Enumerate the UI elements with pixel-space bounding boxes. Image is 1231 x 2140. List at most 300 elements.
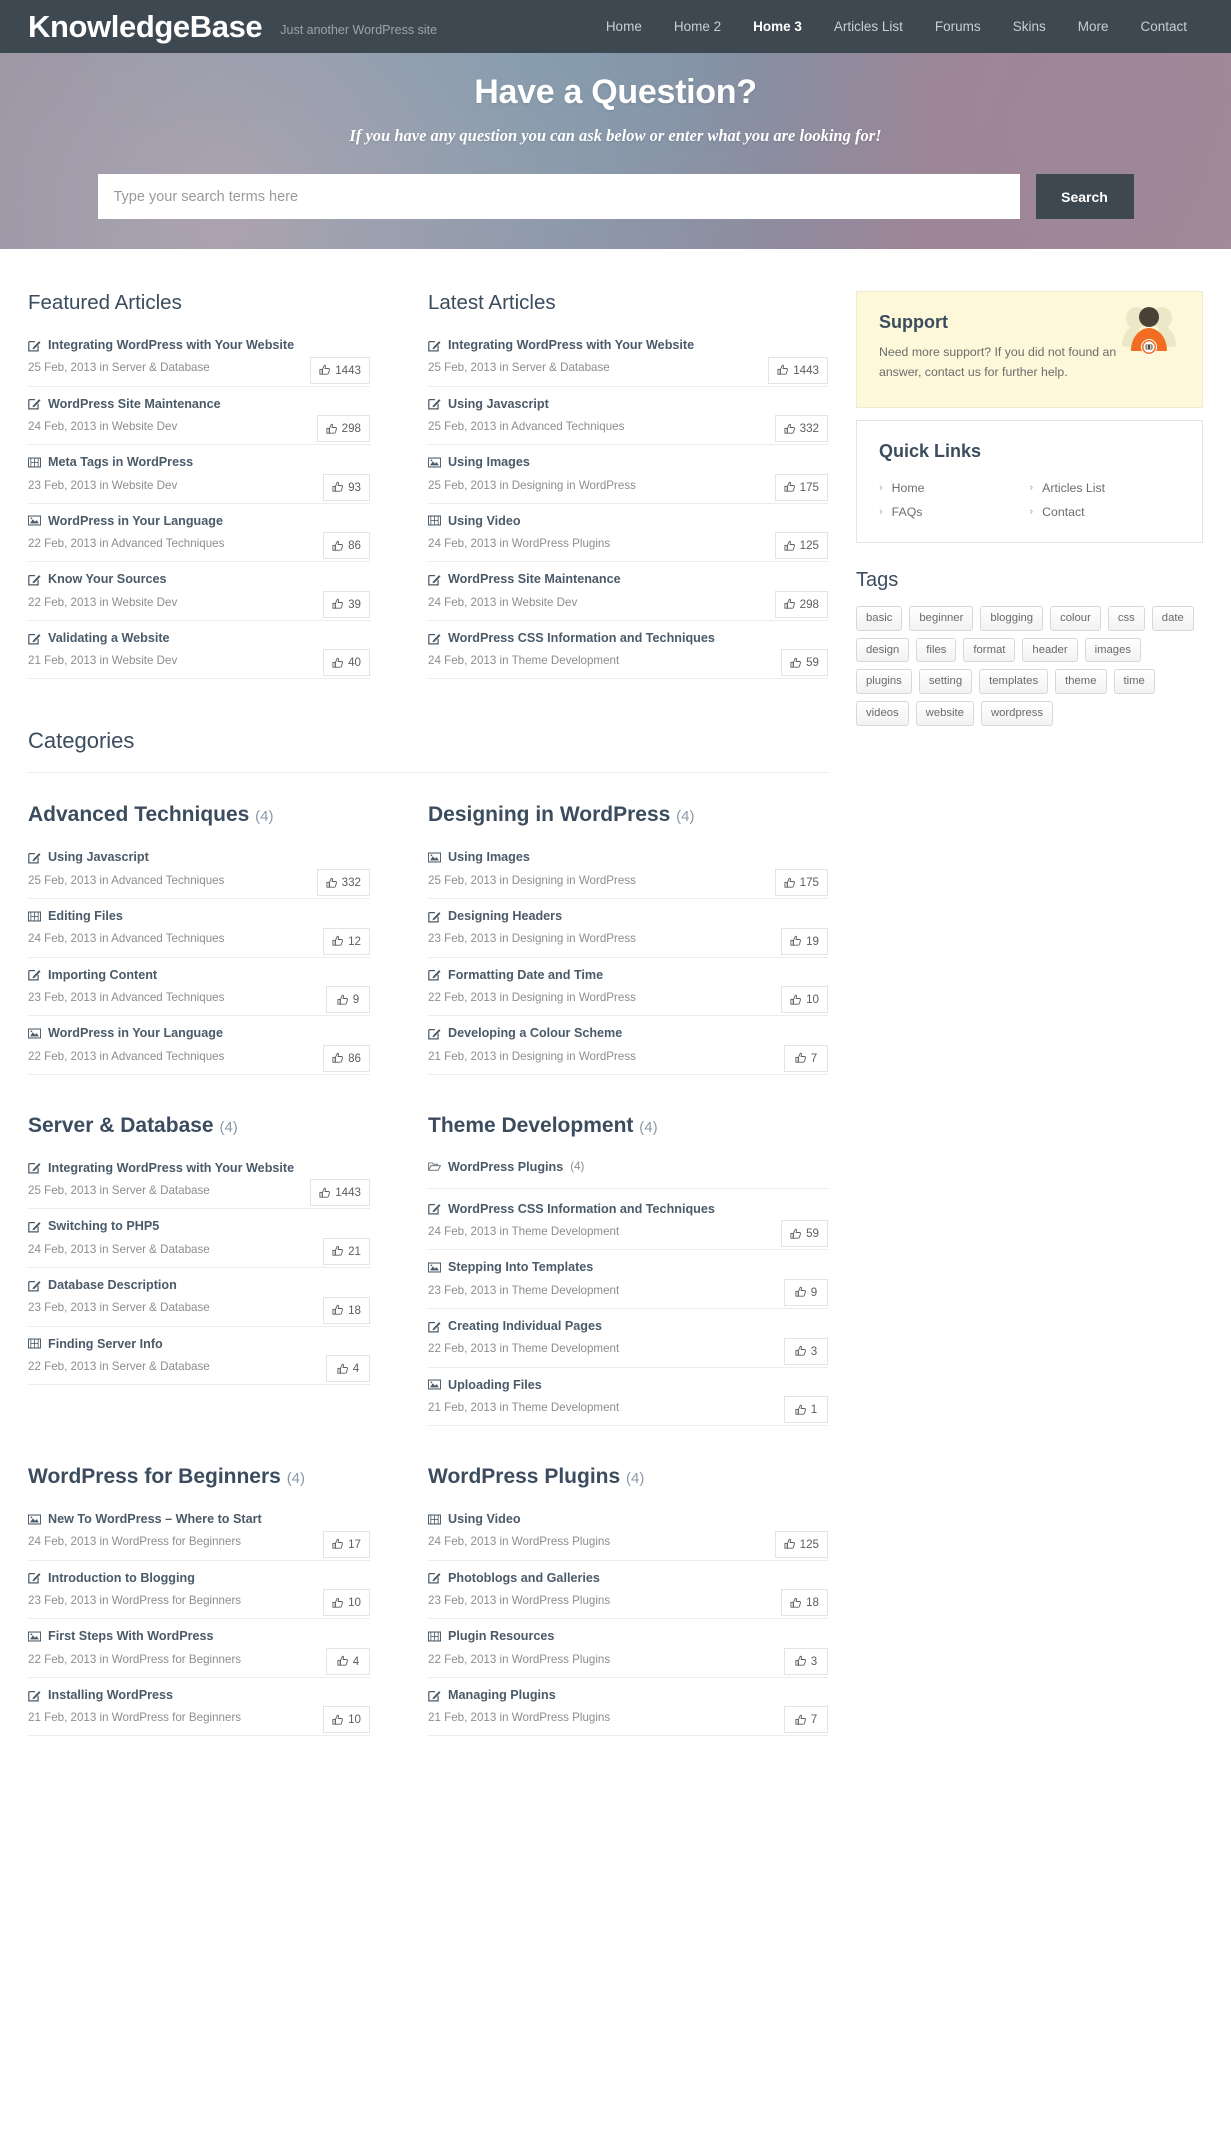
subcategory-item[interactable] <box>428 1160 828 1189</box>
latest-articles-title: Latest Articles <box>428 291 556 314</box>
article-item[interactable] <box>28 1277 370 1327</box>
article-title-row[interactable] <box>428 967 828 983</box>
article-title-row[interactable] <box>428 1025 828 1041</box>
chevron-right-icon: › <box>879 505 883 518</box>
article-title: WordPress CSS Information and Techniques <box>448 630 715 645</box>
image-icon <box>28 1027 41 1040</box>
article-meta: 21 Feb, 2013 in Designing in WordPress <box>428 1049 636 1063</box>
thumbs-up-icon <box>795 1714 807 1726</box>
article-item[interactable] <box>428 1259 828 1309</box>
tag-files[interactable]: files <box>916 638 956 663</box>
like-count-badge[interactable] <box>775 415 828 442</box>
site-tagline: Just another WordPress site <box>280 22 438 37</box>
thumbs-up-icon <box>332 1245 344 1257</box>
article-item[interactable] <box>28 454 370 504</box>
article-title: Know Your Sources <box>48 572 167 587</box>
article-title-row[interactable] <box>428 1377 828 1393</box>
like-count-badge[interactable] <box>781 928 828 955</box>
nav-item-contact[interactable]: Contact <box>1140 19 1187 34</box>
pencil-square-icon <box>28 1571 41 1584</box>
like-count: 125 <box>799 1537 819 1551</box>
article-item[interactable] <box>428 1318 828 1368</box>
article-item[interactable] <box>28 1025 370 1075</box>
like-count-badge[interactable] <box>323 1589 370 1616</box>
article-item[interactable] <box>28 337 370 387</box>
like-count: 12 <box>348 934 361 948</box>
thumbs-up-icon <box>332 598 344 610</box>
article-item[interactable] <box>428 630 828 680</box>
article-title: Introduction to Blogging <box>48 1570 195 1585</box>
article-title-row[interactable] <box>28 1218 370 1234</box>
pencil-square-icon <box>28 339 41 352</box>
like-count-badge[interactable] <box>784 1279 828 1306</box>
article-meta: 24 Feb, 2013 in Theme Development <box>428 654 620 668</box>
like-count-badge[interactable] <box>310 1179 370 1206</box>
article-meta: 24 Feb, 2013 in Website Dev <box>28 419 178 433</box>
nav-item-home-2[interactable]: Home 2 <box>673 19 722 34</box>
article-title: Developing a Colour Scheme <box>448 1026 623 1041</box>
film-icon <box>28 1337 41 1350</box>
article-title: Editing Files <box>48 909 123 924</box>
article-meta: 23 Feb, 2013 in Theme Development <box>428 1283 620 1297</box>
thumbs-up-icon <box>790 994 802 1006</box>
article-title-row[interactable] <box>28 454 370 470</box>
tag-cloud <box>856 606 1203 727</box>
article-title: Finding Server Info <box>48 1336 163 1351</box>
like-count: 19 <box>806 934 819 948</box>
thumbs-up-icon <box>332 481 344 493</box>
thumbs-up-icon <box>777 364 789 376</box>
tag-header[interactable]: header <box>1022 638 1077 663</box>
image-icon <box>428 851 441 864</box>
chevron-right-icon: › <box>1029 481 1034 494</box>
article-meta: 22 Feb, 2013 in Server & Database <box>28 1359 210 1373</box>
site-logo[interactable]: KnowledgeBase <box>28 8 263 44</box>
article-item[interactable] <box>28 513 370 563</box>
quick-link-faqs[interactable] <box>879 500 1030 524</box>
like-count-badge[interactable] <box>775 532 828 559</box>
article-item[interactable] <box>28 630 370 680</box>
article-title-row[interactable] <box>428 1687 828 1703</box>
article-title: Importing Content <box>48 967 158 982</box>
article-meta: 22 Feb, 2013 in Advanced Techniques <box>28 537 225 551</box>
article-title-row[interactable] <box>28 1025 370 1041</box>
nav-item-skins[interactable]: Skins <box>1012 19 1046 34</box>
tag-format[interactable]: format <box>963 638 1015 663</box>
thumbs-up-icon <box>790 935 802 947</box>
like-count: 175 <box>799 876 819 890</box>
like-count-badge[interactable] <box>323 928 370 955</box>
article-item[interactable] <box>428 1687 828 1737</box>
article-title-row[interactable] <box>28 630 370 646</box>
article-title-row[interactable] <box>28 1277 370 1293</box>
like-count-badge[interactable] <box>768 357 828 384</box>
quick-link-home[interactable] <box>879 476 1030 500</box>
article-meta: 23 Feb, 2013 in WordPress for Beginners <box>28 1594 242 1608</box>
article-title-row[interactable] <box>28 396 370 412</box>
article-meta: 25 Feb, 2013 in Server & Database <box>428 361 610 375</box>
tag-plugins[interactable]: plugins <box>856 669 912 694</box>
search-button[interactable]: Search <box>1036 174 1134 219</box>
thumbs-up-icon <box>337 994 349 1006</box>
category-column <box>28 803 428 1083</box>
pencil-square-icon <box>28 573 41 586</box>
article-item[interactable] <box>28 849 370 899</box>
like-count: 9 <box>352 993 360 1007</box>
article-item[interactable] <box>428 849 828 899</box>
like-count-badge[interactable] <box>781 1589 828 1616</box>
article-item[interactable] <box>28 908 370 958</box>
subcategory-count: (4) <box>570 1160 585 1174</box>
like-count-badge[interactable] <box>323 1706 370 1733</box>
article-title-row[interactable] <box>28 1336 370 1352</box>
like-count: 18 <box>348 1303 361 1317</box>
article-title-row[interactable] <box>28 1687 370 1703</box>
article-meta: 24 Feb, 2013 in Advanced Techniques <box>28 932 225 946</box>
pencil-square-icon <box>428 1571 441 1584</box>
article-meta: 22 Feb, 2013 in Theme Development <box>428 1342 620 1356</box>
pencil-square-icon <box>28 968 41 981</box>
tag-beginner[interactable]: beginner <box>909 606 973 631</box>
like-count-badge[interactable] <box>784 1706 828 1733</box>
like-count: 86 <box>348 1051 361 1065</box>
article-title: Switching to PHP5 <box>48 1219 160 1234</box>
like-count: 175 <box>799 480 819 494</box>
thumbs-up-icon <box>337 1655 349 1667</box>
pencil-square-icon <box>428 1689 441 1702</box>
article-item[interactable] <box>28 1687 370 1737</box>
article-item[interactable] <box>428 1628 828 1678</box>
tag-templates[interactable]: templates <box>979 669 1048 694</box>
article-title: Using Javascript <box>448 396 549 411</box>
like-count-badge[interactable] <box>781 986 828 1013</box>
tag-blogging[interactable]: blogging <box>980 606 1043 631</box>
like-count-badge[interactable] <box>781 1220 828 1247</box>
article-meta: 24 Feb, 2013 in WordPress Plugins <box>428 1535 611 1549</box>
articles-columns <box>28 291 828 688</box>
like-count: 39 <box>348 597 361 611</box>
like-count-badge[interactable] <box>784 1396 828 1423</box>
like-count-badge[interactable] <box>326 1355 370 1382</box>
article-item[interactable] <box>428 1201 828 1251</box>
like-count-badge[interactable] <box>781 649 828 676</box>
like-count-badge[interactable] <box>326 1648 370 1675</box>
like-count-badge[interactable] <box>323 1045 370 1072</box>
thumbs-up-icon <box>332 1597 344 1609</box>
tag-basic[interactable]: basic <box>856 606 902 631</box>
article-item[interactable] <box>428 1377 828 1427</box>
article-title-row[interactable] <box>428 1201 828 1217</box>
article-item[interactable] <box>428 513 828 563</box>
featured-articles-title: Featured Articles <box>28 291 182 314</box>
like-count: 18 <box>806 1596 819 1610</box>
thumbs-up-icon <box>795 1052 807 1064</box>
support-widget <box>856 291 1203 408</box>
pencil-square-icon <box>28 851 41 864</box>
thumbs-up-icon <box>784 598 796 610</box>
article-meta: 22 Feb, 2013 in WordPress for Beginners <box>28 1652 242 1666</box>
category-row <box>28 1435 828 1745</box>
article-title: Uploading Files <box>448 1377 542 1392</box>
article-title: First Steps With WordPress <box>48 1629 214 1644</box>
article-item[interactable] <box>28 967 370 1017</box>
article-title-row[interactable] <box>28 849 370 865</box>
article-title-row[interactable] <box>28 1160 370 1176</box>
hero-title: Have a Question? <box>474 73 757 111</box>
like-count-badge[interactable] <box>323 1297 370 1324</box>
category-count: (4) <box>676 808 695 826</box>
tag-css[interactable]: css <box>1108 606 1145 631</box>
tag-colour[interactable]: colour <box>1050 606 1101 631</box>
article-meta: 21 Feb, 2013 in Theme Development <box>428 1400 620 1414</box>
article-item[interactable] <box>28 396 370 446</box>
article-title-row[interactable] <box>428 630 828 646</box>
thumbs-up-icon <box>332 1304 344 1316</box>
category-column <box>428 1465 828 1745</box>
article-title-row[interactable] <box>428 849 828 865</box>
main-navigation <box>590 13 1203 40</box>
like-count-badge[interactable] <box>784 1338 828 1365</box>
thumbs-up-icon <box>795 1286 807 1298</box>
article-item[interactable] <box>28 1160 370 1210</box>
article-title-row[interactable] <box>28 571 370 587</box>
article-meta: 23 Feb, 2013 in Advanced Techniques <box>28 990 225 1004</box>
article-meta: 23 Feb, 2013 in Server & Database <box>28 1301 210 1315</box>
latest-articles-column <box>428 291 828 688</box>
pencil-square-icon <box>428 1202 441 1215</box>
nav-item-articles-list[interactable]: Articles List <box>833 19 903 34</box>
hero-subtitle: If you have any question you can ask below or enter what you are looking for! <box>349 126 882 145</box>
thumbs-up-icon <box>332 935 344 947</box>
image-icon <box>28 1513 41 1526</box>
like-count: 3 <box>810 1344 818 1358</box>
categories-title: Categories <box>28 728 828 773</box>
like-count-badge[interactable] <box>775 591 828 618</box>
pencil-square-icon <box>428 1027 441 1040</box>
like-count-badge[interactable] <box>784 1648 828 1675</box>
featured-articles-column <box>28 291 428 688</box>
film-icon <box>428 1513 441 1526</box>
tag-images[interactable]: images <box>1085 638 1141 663</box>
article-item[interactable] <box>428 396 828 446</box>
pencil-square-icon <box>28 1220 41 1233</box>
category-column <box>28 1465 428 1745</box>
article-item[interactable] <box>28 571 370 621</box>
article-title-row[interactable] <box>428 1318 828 1334</box>
category-name[interactable] <box>428 1114 828 1138</box>
like-count-badge[interactable] <box>323 474 370 501</box>
like-count-badge[interactable] <box>317 869 370 896</box>
article-title: Integrating WordPress with Your Website <box>448 338 695 352</box>
quick-link-contact[interactable] <box>1030 500 1181 524</box>
subcategory-label: WordPress Plugins <box>448 1159 564 1174</box>
category-label: WordPress for Beginners <box>28 1465 287 1489</box>
article-title-row[interactable] <box>428 396 828 412</box>
like-count: 10 <box>348 1713 361 1727</box>
article-item[interactable] <box>28 1336 370 1386</box>
thumbs-up-icon <box>784 481 796 493</box>
article-title-row[interactable] <box>28 1628 370 1644</box>
like-count: 332 <box>799 422 819 436</box>
category-name[interactable] <box>428 803 828 827</box>
article-meta: 24 Feb, 2013 in WordPress Plugins <box>428 537 611 551</box>
chevron-right-icon: › <box>1029 505 1034 518</box>
article-title-row[interactable] <box>428 1511 828 1527</box>
category-name[interactable] <box>28 803 370 827</box>
category-count: (4) <box>639 1118 658 1136</box>
like-count-badge[interactable] <box>323 591 370 618</box>
search-input[interactable] <box>98 174 1020 219</box>
like-count-badge[interactable] <box>775 869 828 896</box>
article-item[interactable] <box>28 1570 370 1620</box>
like-count: 17 <box>348 1537 361 1551</box>
article-title-row[interactable] <box>428 513 828 529</box>
article-title: Database Description <box>48 1277 177 1292</box>
tag-time[interactable]: time <box>1114 669 1155 694</box>
thumbs-up-icon <box>319 1187 331 1199</box>
article-title: Using Javascript <box>48 850 149 865</box>
like-count-badge[interactable] <box>775 1531 828 1558</box>
article-title-row[interactable] <box>28 1570 370 1586</box>
chevron-right-icon: › <box>879 481 883 494</box>
category-name[interactable] <box>428 1465 828 1489</box>
article-meta: 24 Feb, 2013 in Website Dev <box>428 595 578 609</box>
article-item[interactable] <box>28 1511 370 1561</box>
nav-item-forums[interactable]: Forums <box>934 19 981 34</box>
nav-item-more[interactable]: More <box>1077 19 1109 34</box>
article-item[interactable] <box>428 571 828 621</box>
like-count: 40 <box>348 656 361 670</box>
pencil-square-icon <box>428 910 441 923</box>
article-meta: 21 Feb, 2013 in WordPress for Beginners <box>28 1711 242 1725</box>
like-count: 332 <box>341 876 361 890</box>
article-item[interactable] <box>28 1218 370 1268</box>
article-title: Photoblogs and Galleries <box>448 1570 600 1585</box>
article-title: WordPress in Your Language <box>48 1026 223 1041</box>
like-count-badge[interactable] <box>310 357 370 384</box>
article-item[interactable] <box>28 1628 370 1678</box>
article-title-row[interactable] <box>28 337 370 353</box>
like-count-badge[interactable] <box>775 474 828 501</box>
sidebar <box>828 249 1203 726</box>
main-content <box>28 249 828 1745</box>
article-title-row[interactable] <box>428 571 828 587</box>
like-count-badge[interactable] <box>323 1238 370 1265</box>
thumbs-up-icon <box>795 1345 807 1357</box>
quick-links-list <box>879 476 1180 524</box>
pencil-square-icon <box>28 632 41 645</box>
article-title-row[interactable] <box>28 908 370 924</box>
category-label: Advanced Techniques <box>28 803 256 827</box>
tag-design[interactable]: design <box>856 638 909 663</box>
tag-website[interactable]: website <box>916 701 974 726</box>
article-title-row[interactable] <box>428 1570 828 1586</box>
like-count-badge[interactable] <box>317 415 370 442</box>
article-meta: 25 Feb, 2013 in Server & Database <box>28 1184 210 1198</box>
article-item[interactable] <box>428 967 828 1017</box>
like-count-badge[interactable] <box>323 1531 370 1558</box>
film-icon <box>28 456 41 469</box>
quick-link-articles-list[interactable] <box>1030 476 1181 500</box>
article-item[interactable] <box>428 1025 828 1075</box>
pencil-square-icon <box>28 1689 41 1702</box>
category-column <box>28 1114 428 1435</box>
article-item[interactable] <box>428 1570 828 1620</box>
category-label: WordPress Plugins <box>428 1465 626 1489</box>
tags-title: Tags <box>856 568 899 591</box>
article-title-row[interactable] <box>28 967 370 983</box>
article-item[interactable] <box>428 1511 828 1561</box>
article-title: Managing Plugins <box>448 1687 556 1702</box>
image-icon <box>428 1378 441 1391</box>
image-icon <box>428 456 441 469</box>
thumbs-up-icon <box>784 423 796 435</box>
support-text: Need more support? If you did not found an answer, contact us for further help. <box>879 345 1117 380</box>
article-meta: 24 Feb, 2013 in Theme Development <box>428 1225 620 1239</box>
tag-wordpress[interactable]: wordpress <box>981 701 1053 726</box>
pencil-square-icon <box>28 1161 41 1174</box>
article-meta: 23 Feb, 2013 in Website Dev <box>28 478 178 492</box>
article-title-row[interactable] <box>28 1511 370 1527</box>
article-item[interactable] <box>428 908 828 958</box>
hero-banner <box>0 53 1231 249</box>
like-count: 298 <box>799 597 819 611</box>
thumbs-up-icon <box>790 657 802 669</box>
thumbs-up-icon <box>784 540 796 552</box>
nav-item-home-3[interactable]: Home 3 <box>753 19 802 34</box>
like-count-badge[interactable] <box>323 532 370 559</box>
article-title-row[interactable] <box>28 513 370 529</box>
like-count-badge[interactable] <box>784 1045 828 1072</box>
like-count: 59 <box>806 656 819 670</box>
article-meta: 25 Feb, 2013 in Designing in WordPress <box>428 873 636 887</box>
thumbs-up-icon <box>795 1655 807 1667</box>
tag-videos[interactable]: videos <box>856 701 909 726</box>
article-title-row[interactable] <box>428 1628 828 1644</box>
article-item[interactable] <box>428 337 828 387</box>
tag-setting[interactable]: setting <box>919 669 972 694</box>
like-count: 7 <box>810 1713 818 1727</box>
article-meta: 25 Feb, 2013 in Advanced Techniques <box>28 873 225 887</box>
article-title-row[interactable] <box>428 337 828 353</box>
thumbs-up-icon <box>784 1538 796 1550</box>
like-count: 9 <box>810 1285 818 1299</box>
category-name[interactable] <box>28 1114 370 1138</box>
article-title: Integrating WordPress with Your Website <box>48 338 295 352</box>
like-count: 298 <box>341 422 361 436</box>
categories-container <box>28 773 828 1745</box>
pencil-square-icon <box>428 397 441 410</box>
tag-date[interactable]: date <box>1152 606 1194 631</box>
article-title-row[interactable] <box>428 454 828 470</box>
article-meta: 25 Feb, 2013 in Advanced Techniques <box>428 419 625 433</box>
article-title-row[interactable] <box>428 908 828 924</box>
nav-item-home[interactable]: Home <box>605 19 642 34</box>
article-title-row[interactable] <box>428 1259 828 1275</box>
film-icon <box>428 514 441 527</box>
site-header <box>0 0 1231 53</box>
like-count-badge[interactable] <box>323 649 370 676</box>
quick-links-title: Quick Links <box>879 440 982 461</box>
like-count: 7 <box>810 1051 818 1065</box>
tag-theme[interactable]: theme <box>1055 669 1106 694</box>
article-meta: 21 Feb, 2013 in WordPress Plugins <box>428 1711 611 1725</box>
article-item[interactable] <box>428 454 828 504</box>
article-title: Using Images <box>448 455 530 470</box>
like-count: 1443 <box>335 1186 361 1200</box>
category-name[interactable] <box>28 1465 370 1489</box>
like-count-badge[interactable] <box>326 986 370 1013</box>
